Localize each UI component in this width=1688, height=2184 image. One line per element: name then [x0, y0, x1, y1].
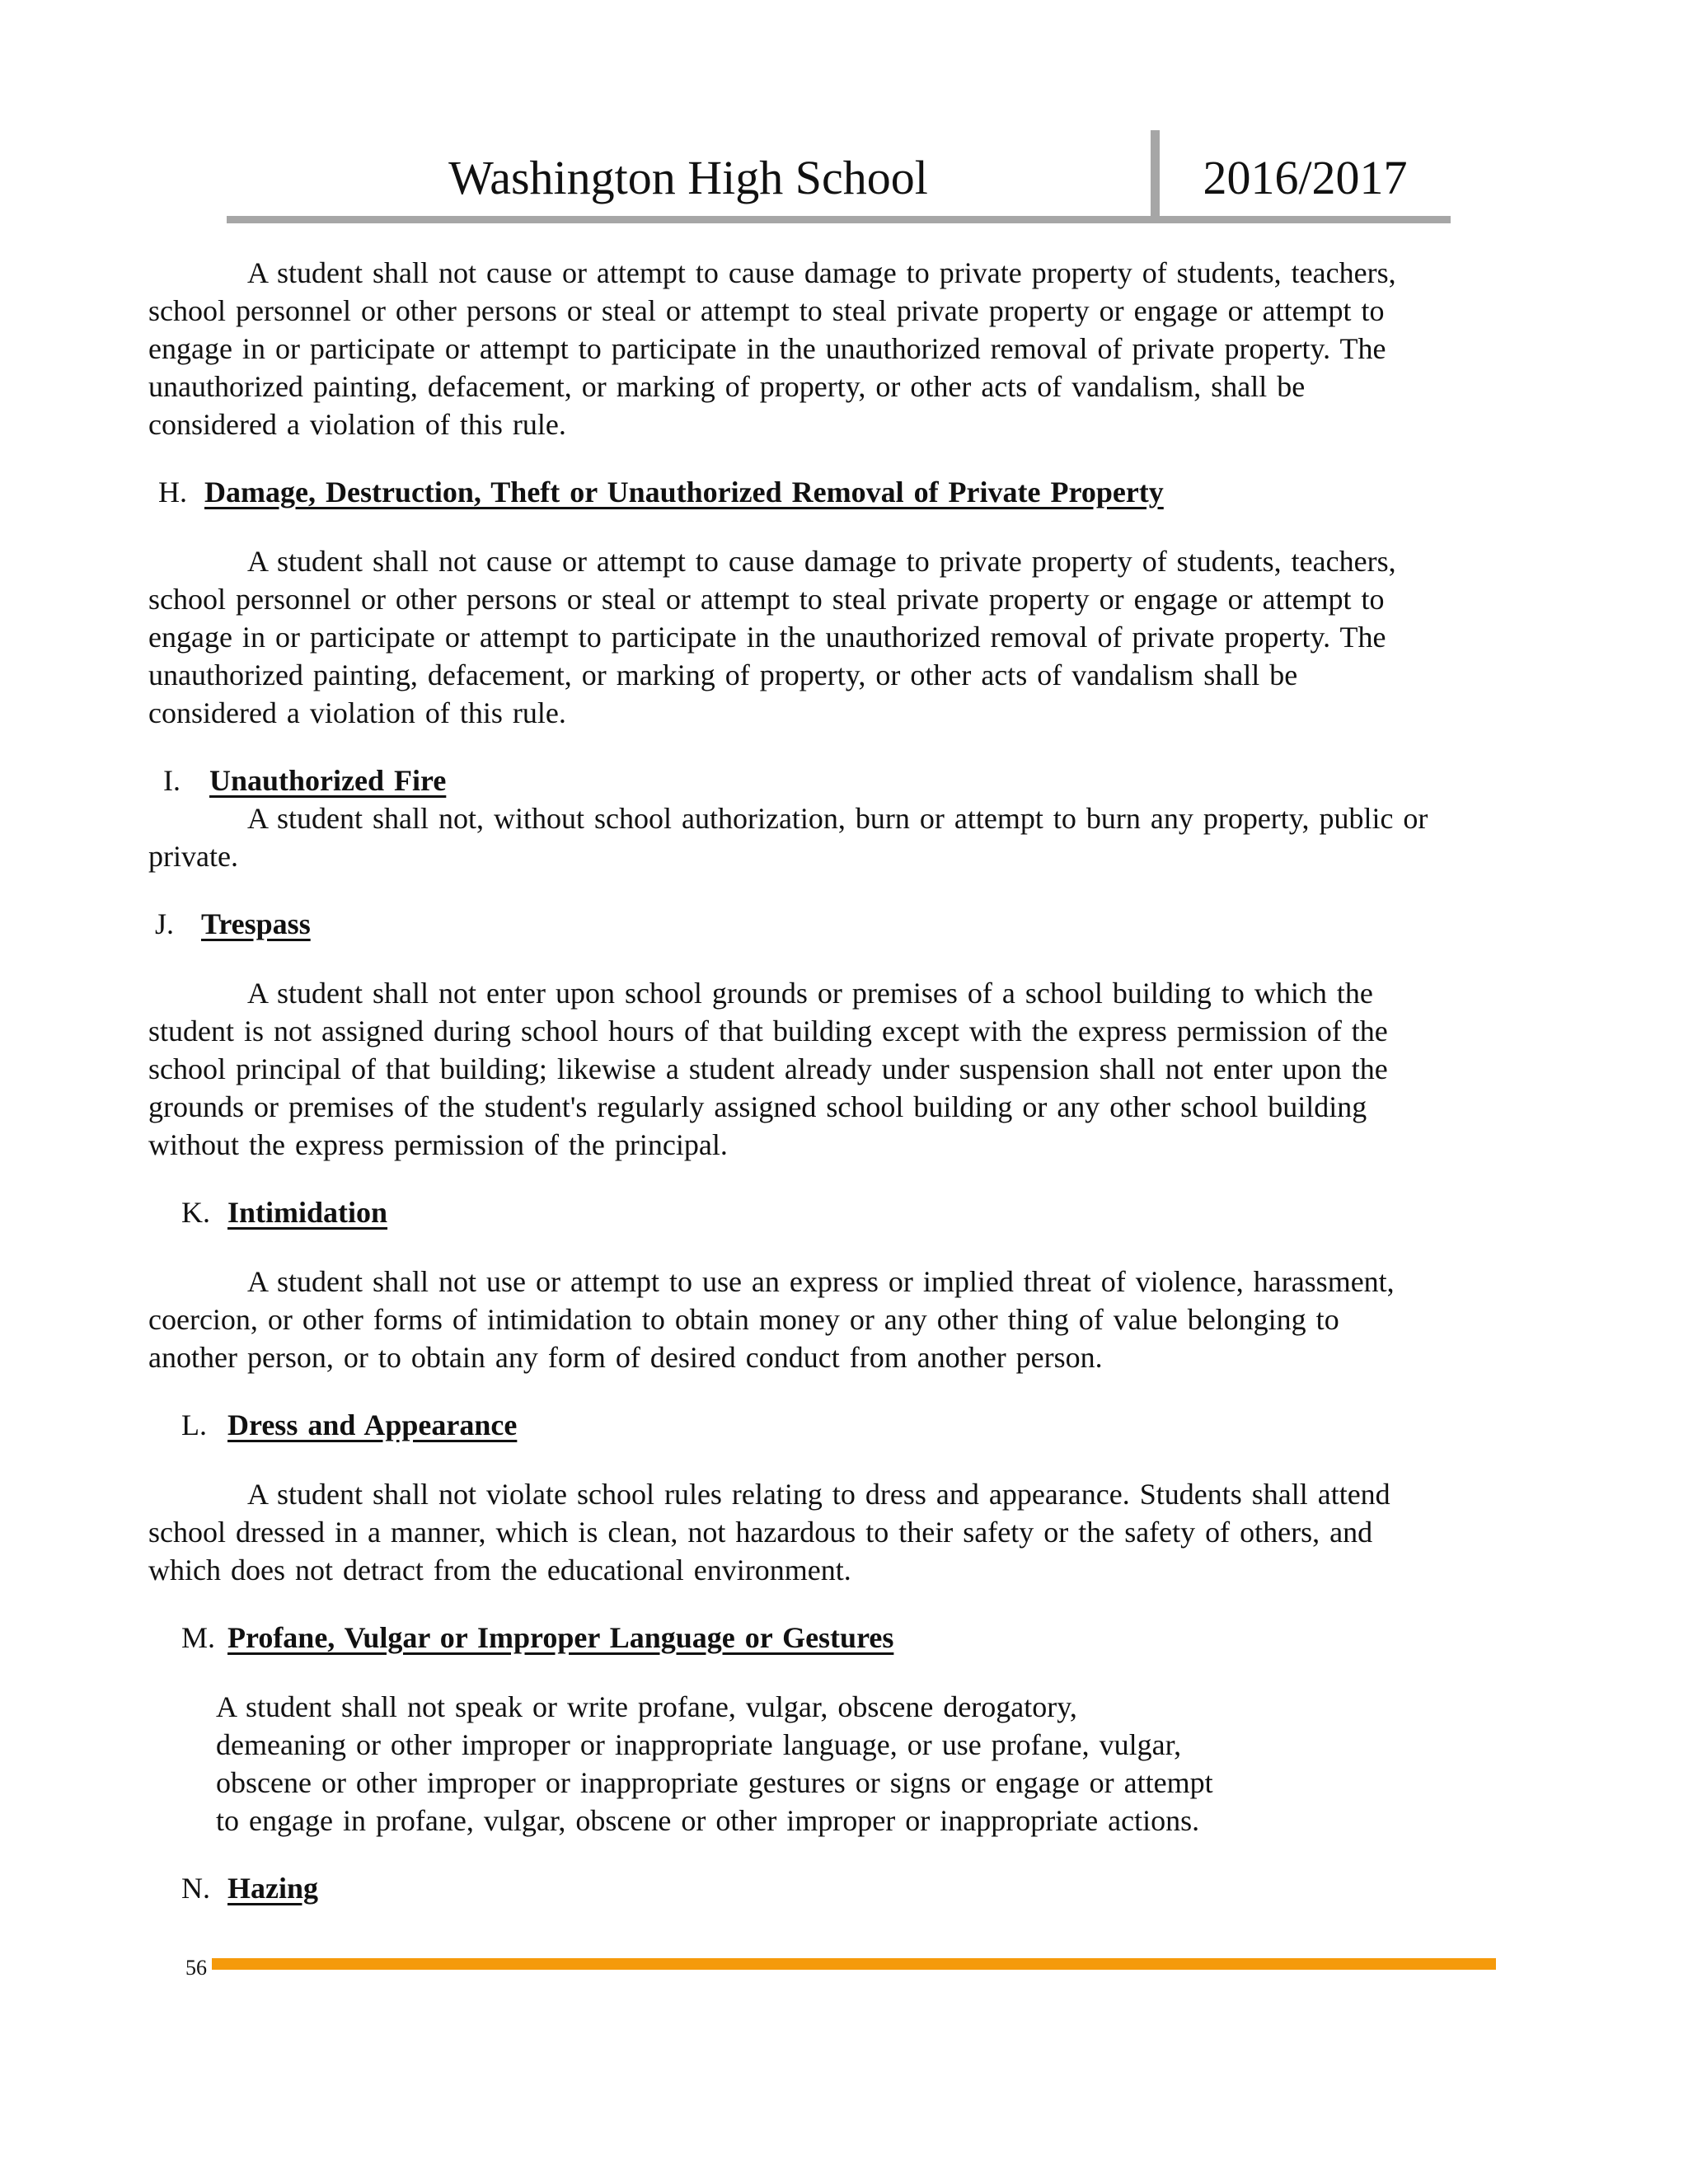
section-title: Profane, Vulgar or Improper Language or Gestures [227, 1621, 894, 1654]
section-heading-j [148, 905, 1533, 943]
section-letter: K. [181, 1196, 210, 1229]
paragraph-line: A student shall not enter upon school grounds or premises of a school building to which the [247, 977, 1373, 1010]
section-heading-m [148, 1619, 1533, 1657]
school-name: Washington High School [448, 151, 928, 204]
paragraph-line: student is not assigned during school hours of that building except with the express permission of the [148, 1015, 1388, 1047]
section-title: Dress and Appearance [227, 1408, 518, 1441]
intro-paragraph [148, 254, 1533, 443]
paragraph-line: considered a violation of this rule. [148, 696, 566, 729]
paragraph-line: A student shall not, without school authorization, burn or attempt to burn any property, public or [247, 802, 1428, 835]
section-letter: L. [181, 1408, 207, 1441]
section-letter: J. [155, 907, 175, 940]
section-letter: N. [181, 1872, 210, 1905]
section-title: Damage, Destruction, Theft or Unauthorized Removal of Private Property [204, 476, 1164, 509]
paragraph-line: unauthorized painting, defacement, or marking of property, or other acts of vandalism shall be [148, 658, 1298, 691]
section-title: Trespass [201, 907, 311, 940]
header-rule [227, 216, 1451, 223]
paragraph-line: A student shall not use or attempt to use an express or implied threat of violence, harassment, [247, 1265, 1395, 1298]
paragraph-line: obscene or other improper or inappropriate gestures or signs or engage or attempt [216, 1766, 1213, 1799]
paragraph-line: another person, or to obtain any form of desired conduct from another person. [148, 1341, 1103, 1374]
section-l-paragraph [148, 1475, 1533, 1589]
section-j-paragraph [148, 974, 1533, 1164]
paragraph-line: school dressed in a manner, which is clean, not hazardous to their safety or the safety of others, and [148, 1516, 1373, 1549]
section-heading-n [148, 1869, 1533, 1907]
page-content [148, 254, 1533, 1907]
paragraph-line: private. [148, 840, 238, 873]
page-number: 56 [185, 1956, 207, 1980]
page-footer [177, 1952, 1496, 1985]
paragraph-line: school personnel or other persons or steal or attempt to steal private property or engage or attempt to [148, 294, 1385, 327]
section-letter: M. [181, 1621, 216, 1654]
paragraph-line: considered a violation of this rule. [148, 408, 566, 441]
paragraph-line: school principal of that building; likewise a student already under suspension shall not enter upon the [148, 1052, 1388, 1085]
section-letter: H. [158, 476, 187, 509]
section-heading-i [148, 762, 1533, 799]
section-m-paragraph [148, 1688, 1533, 1840]
section-i-paragraph [148, 799, 1533, 875]
section-title: Hazing [227, 1872, 319, 1905]
paragraph-line: grounds or premises of the student's regularly assigned school building or any other school building [148, 1090, 1367, 1123]
paragraph-line: engage in or participate or attempt to participate in the unauthorized removal of private property. The [148, 621, 1386, 654]
paragraph-line: to engage in profane, vulgar, obscene or other improper or inappropriate actions. [216, 1804, 1200, 1837]
header-divider [1151, 130, 1160, 216]
section-heading-l [148, 1406, 1533, 1444]
school-year: 2016/2017 [1203, 151, 1408, 204]
paragraph-line: A student shall not cause or attempt to cause damage to private property of students, teachers, [247, 256, 1396, 289]
page-header [227, 130, 1451, 223]
paragraph-line: school personnel or other persons or steal or attempt to steal private property or engage or attempt to [148, 583, 1385, 616]
paragraph-line: A student shall not speak or write profane, vulgar, obscene derogatory, [216, 1690, 1077, 1723]
paragraph-line: A student shall not violate school rules relating to dress and appearance. Students shall attend [247, 1478, 1390, 1511]
section-k-paragraph [148, 1263, 1533, 1376]
paragraph-line: A student shall not cause or attempt to cause damage to private property of students, teachers, [247, 545, 1396, 578]
paragraph-line: coercion, or other forms of intimidation to obtain money or any other thing of value belonging to [148, 1303, 1339, 1336]
paragraph-line: demeaning or other improper or inappropriate language, or use profane, vulgar, [216, 1728, 1182, 1761]
section-letter: I. [163, 764, 181, 797]
section-heading-k [148, 1193, 1533, 1231]
paragraph-line: unauthorized painting, defacement, or marking of property, or other acts of vandalism, shall be [148, 370, 1306, 403]
section-title: Unauthorized Fire [209, 764, 447, 797]
footer-rule [212, 1958, 1496, 1970]
section-h-paragraph [148, 542, 1533, 732]
paragraph-line: without the express permission of the principal. [148, 1128, 728, 1161]
paragraph-line: which does not detract from the educational environment. [148, 1554, 851, 1586]
paragraph-line: engage in or participate or attempt to participate in the unauthorized removal of private property. The [148, 332, 1386, 365]
section-heading-h [148, 473, 1533, 511]
section-title: Intimidation [227, 1196, 388, 1229]
